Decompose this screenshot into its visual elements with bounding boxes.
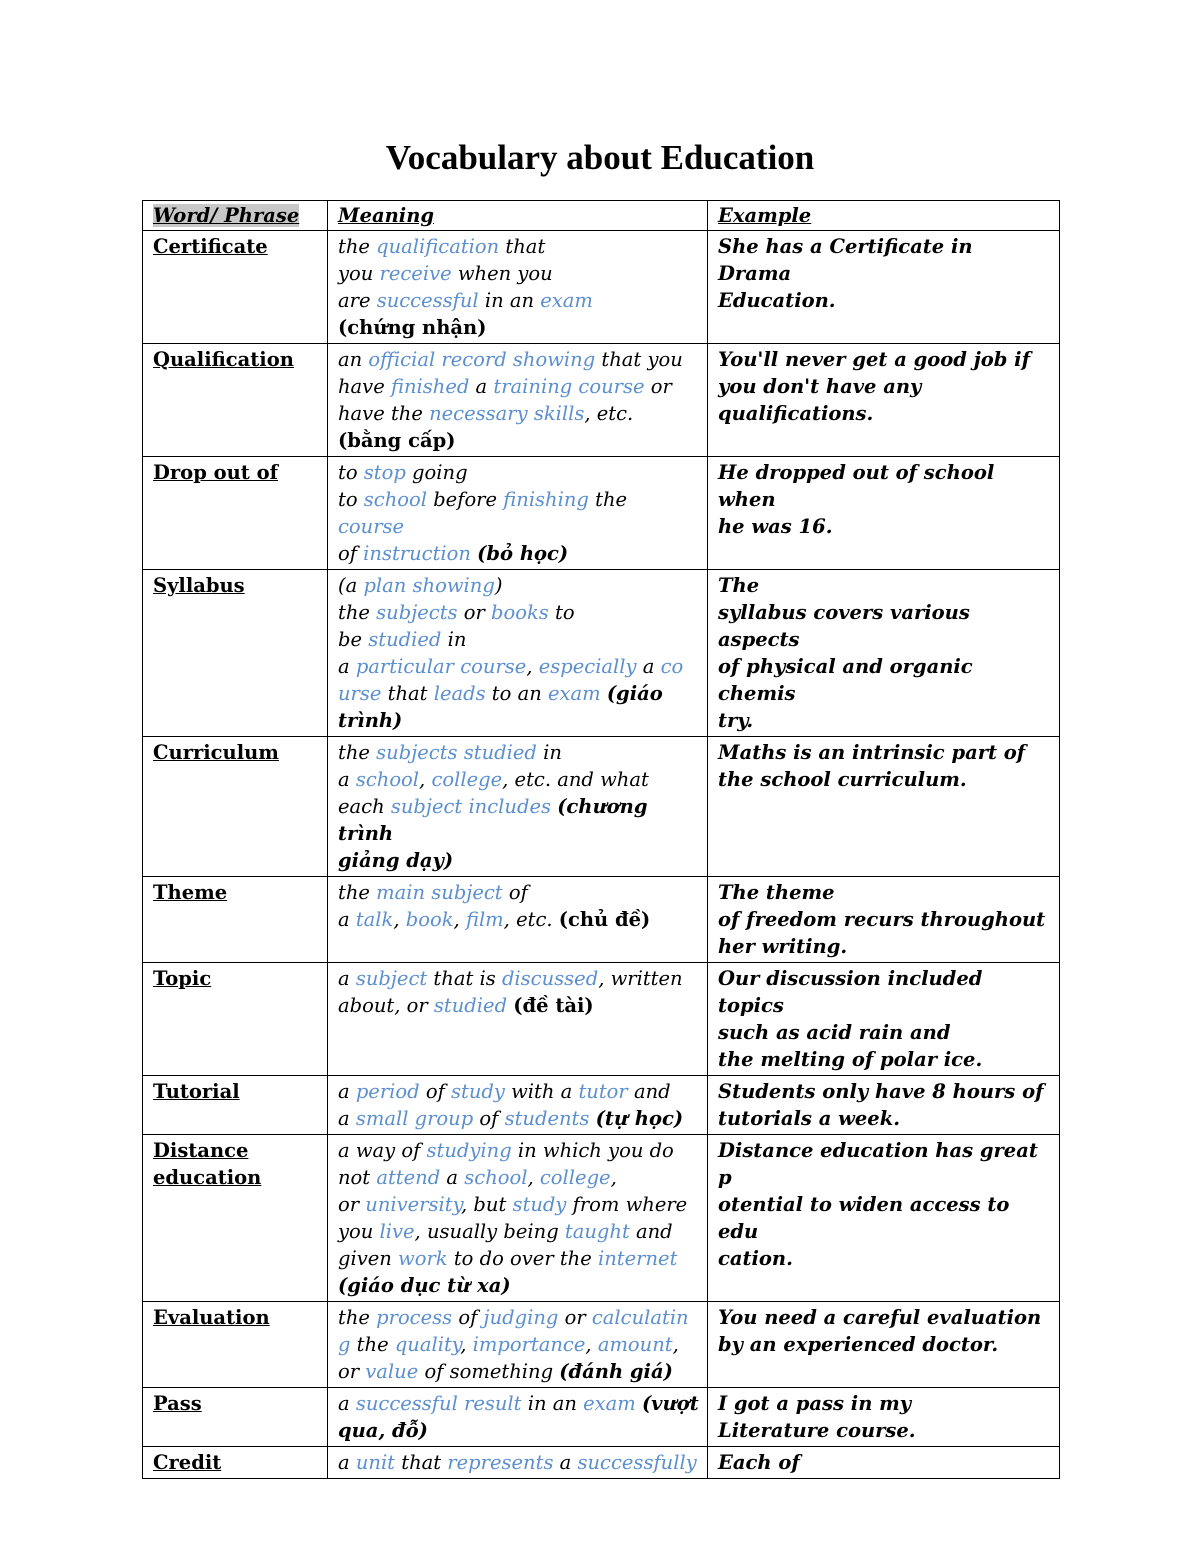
keyword-link[interactable]: represents	[447, 1451, 554, 1474]
vocab-word: Syllabus	[153, 574, 245, 597]
meaning-text: you	[338, 262, 380, 285]
meaning-line	[338, 459, 699, 486]
table-row	[143, 1135, 1060, 1302]
meaning-text: the	[338, 235, 377, 258]
example-cell	[708, 1135, 1060, 1302]
meaning-line	[338, 847, 699, 874]
vietnamese-translation: (chương trình	[338, 795, 648, 845]
example-cell	[708, 1076, 1060, 1135]
keyword-link[interactable]: official record showing	[368, 348, 596, 371]
meaning-text: , written	[598, 967, 683, 990]
keyword-link[interactable]: exam	[547, 682, 601, 705]
meaning-text: or	[338, 1193, 366, 1216]
example-line: Distance education has great p	[718, 1139, 1038, 1189]
meaning-text: a way of	[338, 1139, 427, 1162]
example-line: Our discussion included topics	[718, 967, 983, 1017]
example-line: the melting of polar ice.	[718, 1048, 983, 1071]
meaning-text: the	[588, 488, 628, 511]
vietnamese-translation: (giáo dục từ xa)	[338, 1274, 511, 1297]
example-cell	[708, 344, 1060, 457]
meaning-text: before	[427, 488, 504, 511]
meaning-line	[338, 1417, 699, 1444]
example-line: of freedom recurs throughout	[718, 908, 1046, 931]
example-line: The theme	[718, 881, 835, 904]
keyword-link[interactable]: calculatin	[591, 1306, 689, 1329]
keyword-link[interactable]: plan showing	[363, 574, 495, 597]
header-meaning-cell	[328, 201, 708, 231]
example-line: You need a careful evaluation	[718, 1306, 1042, 1329]
example-line: The	[718, 574, 760, 597]
example-line: You'll never get a good job if	[718, 348, 1030, 371]
example-line: cation.	[718, 1247, 793, 1270]
keyword-link[interactable]: studied	[368, 628, 442, 651]
keyword-link[interactable]: discussed	[501, 967, 599, 990]
keyword-link[interactable]: necessary skills	[429, 402, 585, 425]
meaning-line	[338, 540, 699, 567]
example-line: you don't have any	[718, 375, 922, 398]
meaning-cell	[328, 1135, 708, 1302]
word-cell	[143, 570, 328, 737]
meaning-cell	[328, 1447, 708, 1479]
meaning-text: of	[473, 1107, 505, 1130]
meaning-text: the	[338, 881, 377, 904]
example-cell	[708, 1447, 1060, 1479]
vocab-word: Tutorial	[153, 1080, 240, 1103]
page-title: Vocabulary about Education	[385, 138, 815, 177]
keyword-link[interactable]: stop	[363, 461, 406, 484]
keyword-link[interactable]: qualification	[376, 235, 500, 258]
meaning-line	[338, 233, 699, 260]
keyword-link[interactable]: college	[431, 768, 503, 791]
meaning-line	[338, 400, 699, 427]
keyword-link[interactable]: amount	[597, 1333, 673, 1356]
header-word: Word/ Phrase	[153, 204, 300, 227]
keyword-link[interactable]: talk	[355, 908, 394, 931]
meaning-text: ,	[419, 768, 432, 791]
meaning-cell	[328, 737, 708, 877]
meaning-text: the	[350, 1333, 395, 1356]
example-line: otential to widen access to edu	[718, 1193, 1010, 1243]
meaning-line	[338, 707, 699, 734]
meaning-text: ,	[453, 908, 466, 931]
meaning-line	[338, 1331, 699, 1358]
meaning-text: or	[338, 1360, 366, 1383]
example-line: of physical and organic chemis	[718, 655, 973, 705]
meaning-line	[338, 739, 699, 766]
keyword-link[interactable]: book	[405, 908, 454, 931]
meaning-line	[338, 965, 699, 992]
meaning-text: ,	[610, 1166, 617, 1189]
meaning-text: or	[558, 1306, 592, 1329]
word-cell	[143, 344, 328, 457]
word-cell	[143, 877, 328, 963]
vocab-word: Credit	[153, 1451, 222, 1474]
meaning-text: , but	[461, 1193, 513, 1216]
meaning-text: a	[636, 655, 661, 678]
keyword-link[interactable]: successful	[376, 289, 479, 312]
meaning-text: , usually being	[414, 1220, 565, 1243]
example-line: he was 16.	[718, 515, 833, 538]
meaning-text: a	[338, 768, 356, 791]
vocab-word: Certificate	[153, 235, 268, 258]
table-row	[143, 737, 1060, 877]
meaning-text: a	[440, 1166, 465, 1189]
keyword-link[interactable]: instruction	[363, 542, 471, 565]
meaning-text: that	[381, 682, 434, 705]
meaning-text: ,	[393, 908, 406, 931]
example-line: the school curriculum.	[718, 768, 967, 791]
meaning-text: an	[338, 348, 369, 371]
vietnamese-translation: trình)	[338, 709, 403, 732]
meaning-text: )	[494, 574, 503, 597]
meaning-text: to do over the	[447, 1247, 598, 1270]
meaning-text: to an	[485, 682, 548, 705]
meaning-line	[338, 1358, 699, 1385]
meaning-text: a	[553, 1451, 578, 1474]
meaning-line	[338, 992, 699, 1019]
keyword-link[interactable]: subject includes	[390, 795, 551, 818]
keyword-link[interactable]: taught	[564, 1220, 630, 1243]
vocab-word: Curriculum	[153, 741, 279, 764]
meaning-text: from where	[566, 1193, 688, 1216]
meaning-text: about, or	[338, 994, 434, 1017]
meaning-text: be	[338, 628, 369, 651]
keyword-link[interactable]: course	[338, 515, 405, 538]
word-cell	[143, 1302, 328, 1388]
keyword-link[interactable]: work	[398, 1247, 448, 1270]
meaning-line	[338, 1449, 699, 1476]
keyword-link[interactable]: subjects	[376, 601, 458, 624]
meaning-text: the	[338, 741, 377, 764]
meaning-line	[338, 346, 699, 373]
table-row	[143, 570, 1060, 737]
example-line: Students only have 8 hours of	[718, 1080, 1044, 1103]
vietnamese-translation: (chủ đề)	[558, 908, 651, 931]
meaning-text: of	[452, 1306, 484, 1329]
keyword-link[interactable]: college	[539, 1166, 611, 1189]
example-cell	[708, 877, 1060, 963]
meaning-text: a	[338, 655, 356, 678]
vocabulary-table	[142, 200, 1060, 1479]
keyword-link[interactable]: period	[355, 1080, 420, 1103]
keyword-link[interactable]: importance	[472, 1333, 586, 1356]
example-line: her writing.	[718, 935, 848, 958]
word-cell	[143, 231, 328, 344]
meaning-line	[338, 1105, 699, 1132]
meaning-line	[338, 1078, 699, 1105]
meaning-text: and	[629, 1220, 673, 1243]
meaning-cell	[328, 1076, 708, 1135]
meaning-line	[338, 906, 699, 933]
vietnamese-translation: (vượt	[641, 1392, 699, 1415]
meaning-text: ,	[672, 1333, 679, 1356]
keyword-link[interactable]: subject	[355, 967, 428, 990]
keyword-link[interactable]: attend	[376, 1166, 441, 1189]
example-cell	[708, 737, 1060, 877]
vocab-word: Theme	[153, 881, 228, 904]
keyword-link[interactable]: finished	[390, 375, 470, 398]
meaning-line	[338, 1390, 699, 1417]
meaning-text: of	[419, 1080, 451, 1103]
keyword-link[interactable]: value	[365, 1360, 419, 1383]
header-example: Example	[718, 204, 812, 227]
keyword-link[interactable]: study	[512, 1193, 567, 1216]
vietnamese-translation: giảng dạy)	[338, 849, 454, 872]
meaning-text: of	[502, 881, 528, 904]
table-row	[143, 344, 1060, 457]
header-example-cell	[708, 201, 1060, 231]
keyword-link[interactable]: g	[338, 1333, 351, 1356]
example-line: Maths is an intrinsic part of	[718, 741, 1026, 764]
keyword-link[interactable]: school	[355, 768, 420, 791]
meaning-line	[338, 1164, 699, 1191]
meaning-cell	[328, 570, 708, 737]
meaning-text: or	[644, 375, 672, 398]
meaning-text: that	[499, 235, 546, 258]
meaning-text: or	[457, 601, 492, 624]
word-cell	[143, 1076, 328, 1135]
meaning-text: a	[338, 1080, 356, 1103]
meaning-text: each	[338, 795, 391, 818]
keyword-link[interactable]: small group	[355, 1107, 474, 1130]
keyword-link[interactable]: school	[363, 488, 427, 511]
word-cell	[143, 457, 328, 570]
meaning-line	[338, 1245, 699, 1272]
meaning-text: given	[338, 1247, 399, 1270]
keyword-link[interactable]: tutor	[578, 1080, 628, 1103]
meaning-cell	[328, 344, 708, 457]
meaning-cell	[328, 877, 708, 963]
keyword-link[interactable]: receive	[379, 262, 452, 285]
vocab-word: Qualification	[153, 348, 294, 371]
word-cell	[143, 1388, 328, 1447]
example-line: syllabus covers various aspects	[718, 601, 970, 651]
vocab-word: education	[153, 1166, 262, 1189]
keyword-link[interactable]: especially	[538, 655, 637, 678]
word-cell	[143, 1447, 328, 1479]
keyword-link[interactable]: main subject	[376, 881, 503, 904]
meaning-line	[338, 1272, 699, 1299]
example-cell	[708, 963, 1060, 1076]
keyword-link[interactable]: books	[491, 601, 549, 624]
keyword-link[interactable]: unit	[355, 1451, 396, 1474]
example-line: by an experienced doctor.	[718, 1333, 999, 1356]
example-line: such as acid rain and	[718, 1021, 951, 1044]
meaning-text: , etc.	[584, 402, 634, 425]
meaning-line	[338, 572, 699, 599]
meaning-text: have	[338, 375, 391, 398]
meaning-text: in an	[521, 1392, 584, 1415]
table-row	[143, 457, 1060, 570]
example-line: Each of	[718, 1451, 800, 1474]
meaning-text: and	[627, 1080, 671, 1103]
keyword-link[interactable]: film	[465, 908, 504, 931]
meaning-text: have the	[338, 402, 430, 425]
example-line: tutorials a week.	[718, 1107, 901, 1130]
meaning-text: in which you do	[511, 1139, 674, 1162]
meaning-text: a	[338, 1451, 356, 1474]
table-row	[143, 1447, 1060, 1479]
meaning-line	[338, 680, 699, 707]
table-row	[143, 1388, 1060, 1447]
vietnamese-translation: qua, đỗ)	[338, 1419, 428, 1442]
keyword-link[interactable]: students	[504, 1107, 590, 1130]
meaning-text: a	[338, 908, 356, 931]
table-row	[143, 877, 1060, 963]
meaning-text: when you	[451, 262, 553, 285]
word-cell	[143, 737, 328, 877]
keyword-link[interactable]: judging	[483, 1306, 559, 1329]
header-meaning: Meaning	[338, 204, 435, 227]
keyword-link[interactable]: successfully	[577, 1451, 697, 1474]
keyword-link[interactable]: study	[451, 1080, 505, 1103]
meaning-line	[338, 1304, 699, 1331]
meaning-cell	[328, 963, 708, 1076]
meaning-text: ,	[585, 1333, 598, 1356]
meaning-text: to	[548, 601, 575, 624]
example-line: try.	[718, 709, 754, 732]
word-cell	[143, 963, 328, 1076]
table-row	[143, 1302, 1060, 1388]
meaning-text: you	[338, 1220, 380, 1243]
meaning-text: , etc.	[503, 908, 559, 931]
keyword-link[interactable]: university	[365, 1193, 462, 1216]
table-row	[143, 1076, 1060, 1135]
meaning-text: going	[405, 461, 468, 484]
meaning-text: in	[441, 628, 467, 651]
vietnamese-translation: (giáo	[606, 682, 663, 705]
example-cell	[708, 570, 1060, 737]
meaning-cell	[328, 1388, 708, 1447]
keyword-link[interactable]: leads	[433, 682, 486, 705]
meaning-text: a	[338, 967, 356, 990]
example-line: She has a Certificate in Drama	[718, 235, 973, 285]
keyword-link[interactable]: urse	[338, 682, 382, 705]
example-cell	[708, 231, 1060, 344]
example-line: qualifications.	[718, 402, 874, 425]
meaning-text: in an	[478, 289, 541, 312]
meaning-cell	[328, 231, 708, 344]
meaning-text: ,	[526, 655, 539, 678]
keyword-link[interactable]: studying	[426, 1139, 512, 1162]
meaning-line	[338, 287, 699, 314]
keyword-link[interactable]: internet	[597, 1247, 678, 1270]
example-cell	[708, 1302, 1060, 1388]
keyword-link[interactable]: exam	[583, 1392, 636, 1415]
keyword-link[interactable]: exam	[540, 289, 593, 312]
meaning-line	[338, 879, 699, 906]
keyword-link[interactable]: particular course	[355, 655, 527, 678]
meaning-line	[338, 1218, 699, 1245]
meaning-text: a	[338, 1107, 356, 1130]
meaning-line	[338, 626, 699, 653]
meaning-line	[338, 427, 699, 454]
word-cell	[143, 1135, 328, 1302]
example-line: He dropped out of school when	[718, 461, 995, 511]
vocab-word: Distance	[153, 1139, 249, 1162]
meaning-text: the	[338, 601, 377, 624]
meaning-text: , etc. and what	[502, 768, 649, 791]
meaning-cell	[328, 457, 708, 570]
meaning-text: to	[338, 461, 364, 484]
example-line: Education.	[718, 289, 836, 312]
keyword-link[interactable]: school	[464, 1166, 528, 1189]
meaning-line	[338, 373, 699, 400]
meaning-text: ,	[460, 1333, 473, 1356]
table-row	[143, 963, 1060, 1076]
meaning-line	[338, 314, 699, 341]
meaning-text: a	[469, 375, 494, 398]
keyword-link[interactable]: training course	[493, 375, 645, 398]
meaning-line	[338, 653, 699, 680]
example-cell	[708, 457, 1060, 570]
meaning-text: (a	[338, 574, 364, 597]
meaning-text: the	[338, 1306, 377, 1329]
meaning-text: ,	[527, 1166, 540, 1189]
meaning-line	[338, 260, 699, 287]
keyword-link[interactable]: live	[379, 1220, 415, 1243]
meaning-text: not	[338, 1166, 377, 1189]
vietnamese-translation: (đề tài)	[513, 994, 594, 1017]
keyword-link[interactable]: process	[376, 1306, 453, 1329]
vocab-word: Pass	[153, 1392, 202, 1415]
meaning-line	[338, 486, 699, 540]
meaning-text: in	[536, 741, 562, 764]
vocab-word: Drop out of	[153, 461, 278, 484]
meaning-text: that you	[595, 348, 683, 371]
meaning-line	[338, 766, 699, 793]
meaning-text: of something	[418, 1360, 560, 1383]
keyword-link[interactable]: successful result	[355, 1392, 522, 1415]
table-header-row	[143, 201, 1060, 231]
vietnamese-translation: (tự học)	[595, 1107, 684, 1130]
table-row	[143, 231, 1060, 344]
keyword-link[interactable]: co	[660, 655, 684, 678]
meaning-text: with a	[504, 1080, 579, 1103]
example-line: I got a pass in my	[718, 1392, 912, 1415]
keyword-link[interactable]: quality	[394, 1333, 461, 1356]
header-word-cell	[143, 201, 328, 231]
meaning-text: to	[338, 488, 364, 511]
meaning-line	[338, 599, 699, 626]
example-cell	[708, 1388, 1060, 1447]
meaning-text: a	[338, 1392, 356, 1415]
vietnamese-translation: (đánh giá)	[559, 1360, 673, 1383]
meaning-text: that	[395, 1451, 448, 1474]
meaning-cell	[328, 1302, 708, 1388]
meaning-line	[338, 1137, 699, 1164]
vocab-word: Topic	[153, 967, 212, 990]
meaning-line	[338, 793, 699, 847]
meaning-line	[338, 1191, 699, 1218]
vocab-word: Evaluation	[153, 1306, 270, 1329]
vietnamese-translation: (bằng cấp)	[338, 429, 456, 452]
vietnamese-translation: (bỏ học)	[477, 542, 569, 565]
meaning-text: of	[338, 542, 364, 565]
keyword-link[interactable]: subjects studied	[376, 741, 537, 764]
vietnamese-translation: (chứng nhận)	[338, 316, 487, 339]
keyword-link[interactable]: finishing	[503, 488, 589, 511]
example-line: Literature course.	[718, 1419, 916, 1442]
keyword-link[interactable]: studied	[433, 994, 508, 1017]
meaning-text: are	[338, 289, 377, 312]
meaning-text: that is	[427, 967, 502, 990]
